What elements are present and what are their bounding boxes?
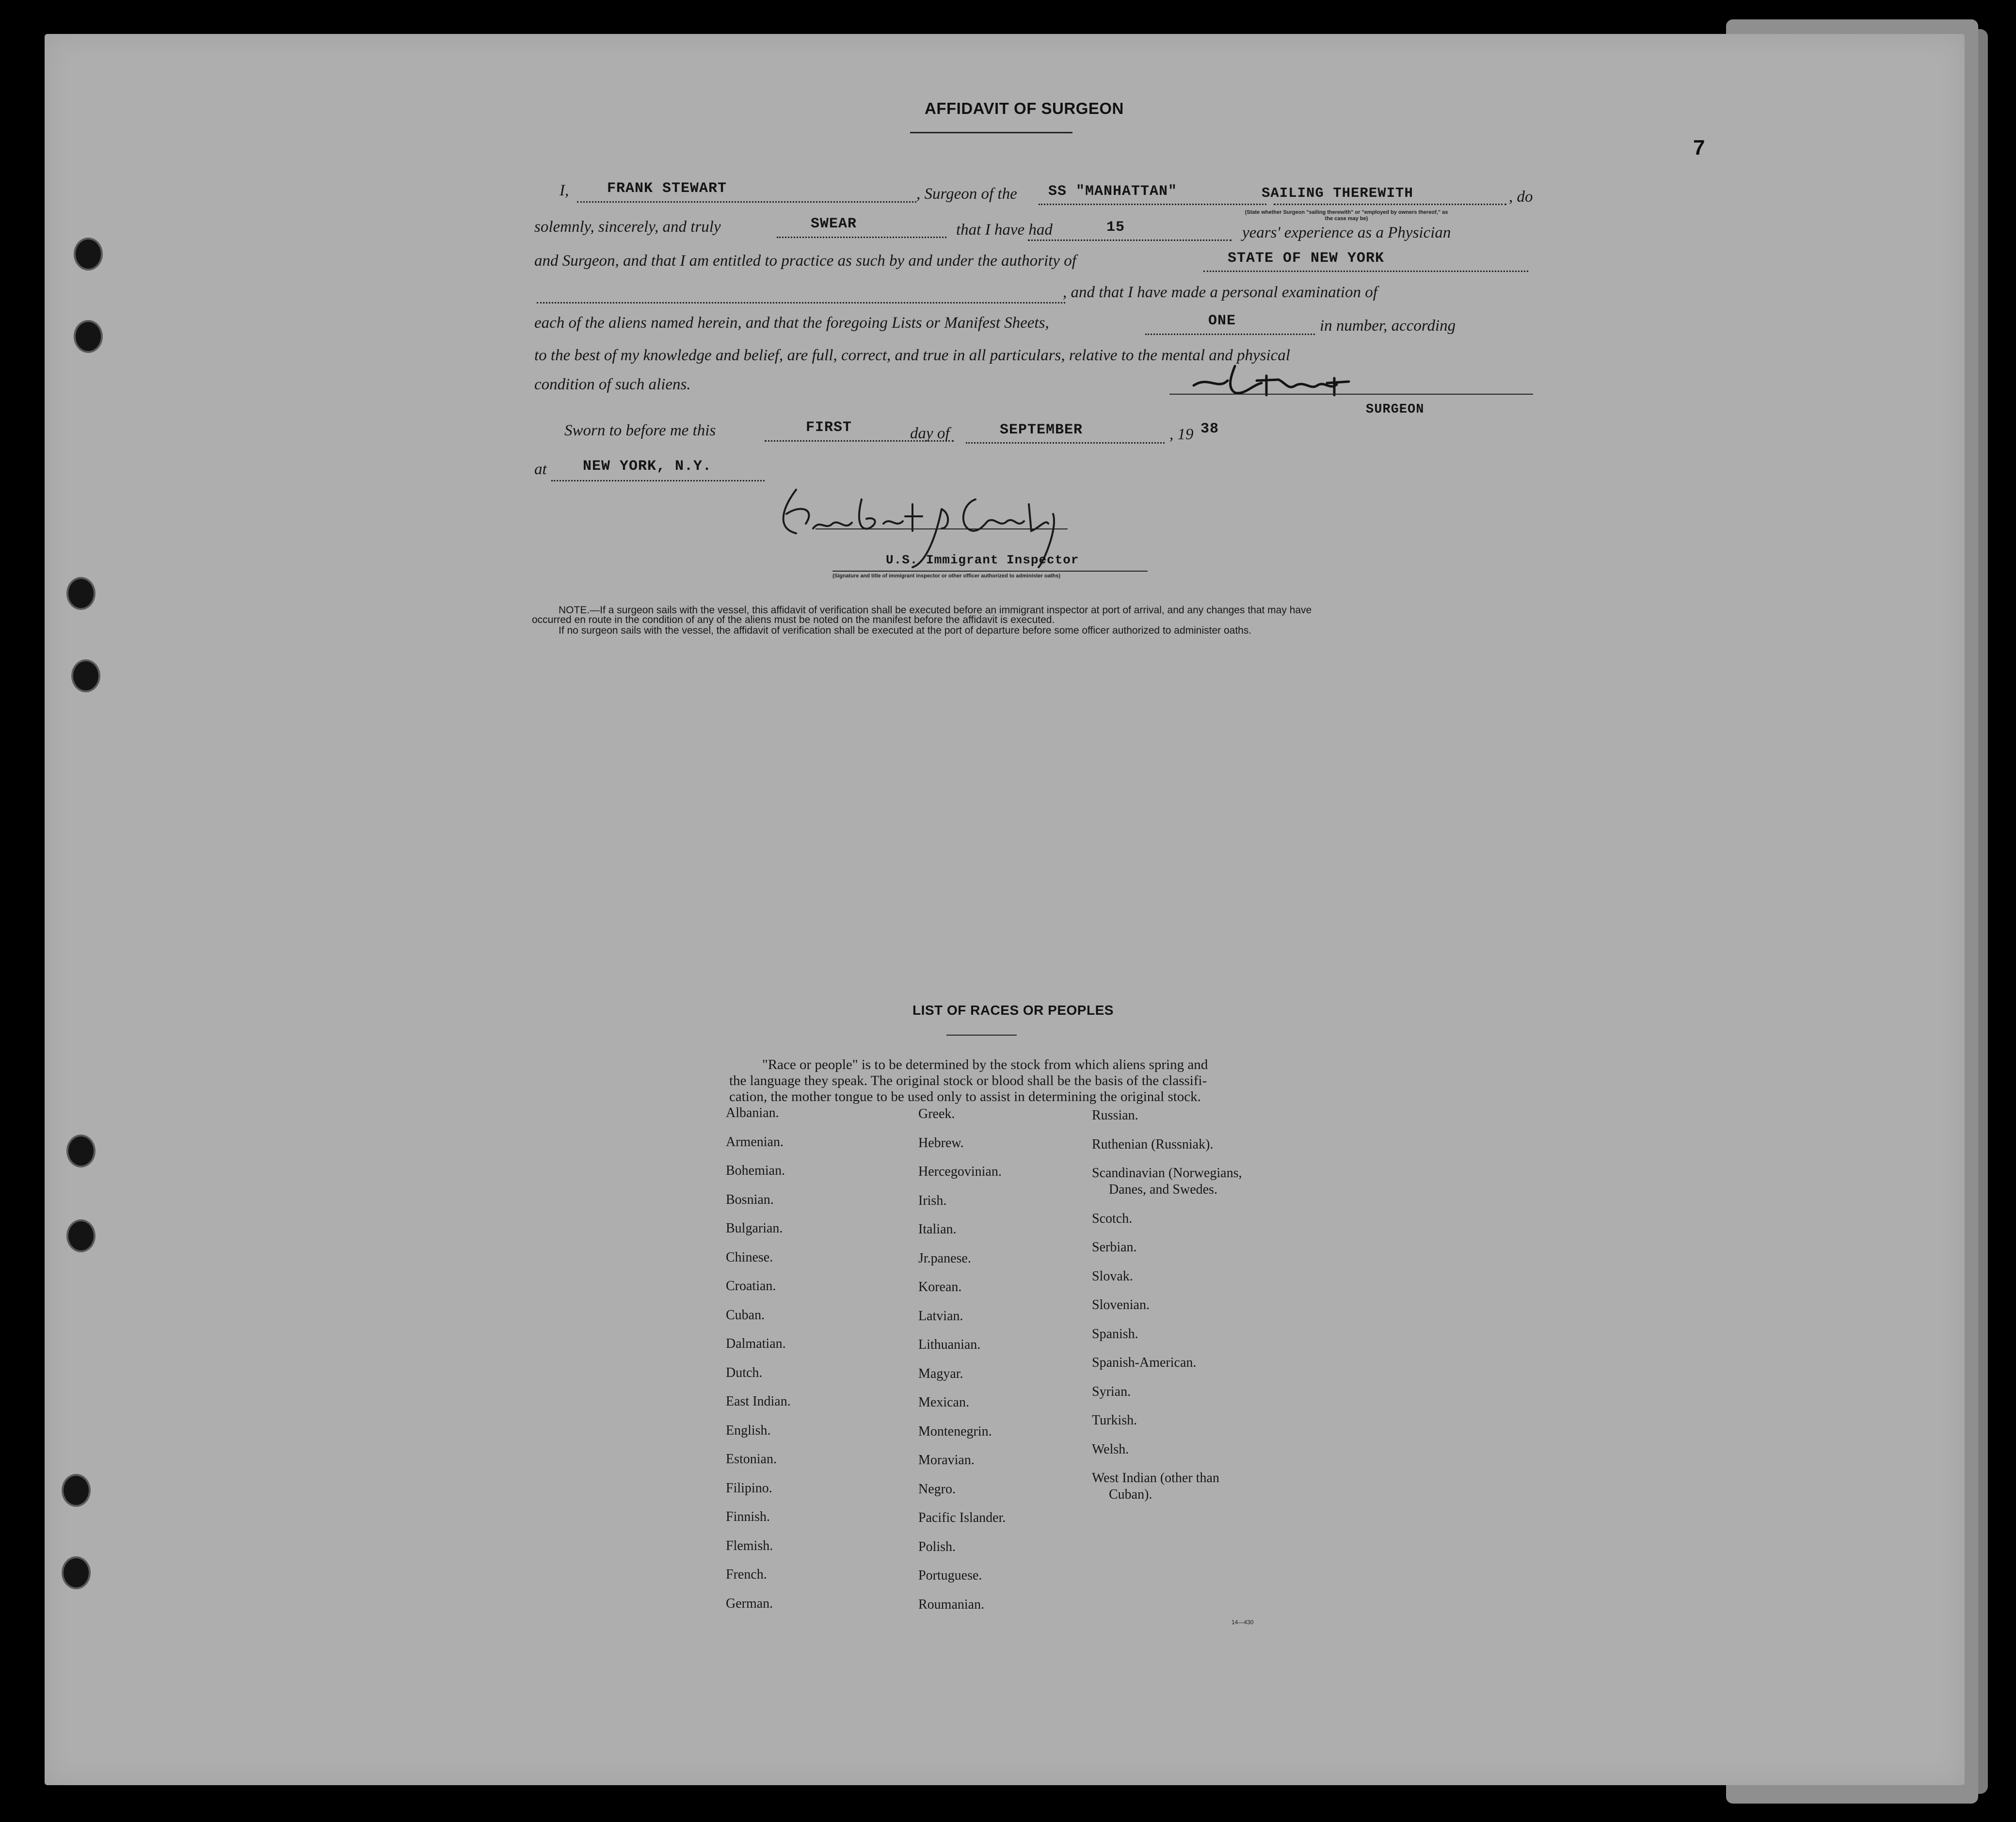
binder-hole: [66, 1219, 96, 1252]
race-item: West Indian (other than: [1092, 1470, 1219, 1486]
affidavit-text: at: [534, 461, 547, 478]
race-item: English.: [726, 1422, 771, 1438]
race-item: German.: [726, 1596, 773, 1611]
race-item: Spanish-American.: [1092, 1355, 1197, 1370]
race-item: Spanish.: [1092, 1326, 1138, 1342]
affidavit-text: , do: [1509, 188, 1533, 206]
manifest-page: [45, 34, 1965, 1785]
races-title-underline: [946, 1035, 1017, 1036]
race-item: Ruthenian (Russniak).: [1092, 1136, 1214, 1152]
sworn-place: NEW YORK, N.Y.: [583, 458, 712, 475]
note-line: If no surgeon sails with the vessel, the affidavit of verification shall be executed at the port of departure before some officer authorized to administer oaths.: [559, 625, 1252, 636]
inspector-signature-line: [816, 528, 1068, 529]
race-item: Armenian.: [726, 1134, 784, 1150]
sheet-count: ONE: [1208, 313, 1236, 329]
binder-hole: [66, 1135, 96, 1167]
race-item: Hercegovinian.: [918, 1164, 1002, 1179]
race-item: Estonian.: [726, 1452, 777, 1467]
note-line: NOTE.—If a surgeon sails with the vessel, this affidavit of verification shall be executed before an immigrant inspector at port of arrival, and any changes that may have: [559, 605, 1312, 616]
fill-line: [1203, 271, 1528, 272]
fill-line: [551, 480, 765, 481]
binder-hole: [66, 577, 96, 610]
affidavit-text: day of: [910, 425, 950, 442]
note-line: occurred en route in the condition of any of the aliens must be noted on the manifest before the affidavit is executed.: [532, 614, 1055, 625]
oath-word: SWEAR: [811, 216, 857, 232]
race-item: Bulgarian.: [726, 1221, 783, 1236]
races-title: LIST OF RACES OR PEOPLES: [912, 1003, 1114, 1018]
race-item: Slovenian.: [1092, 1297, 1150, 1312]
race-item: Syrian.: [1092, 1384, 1131, 1399]
affidavit-text: years' experience as a Physician: [1242, 224, 1451, 241]
affidavit-title: AFFIDAVIT OF SURGEON: [925, 99, 1124, 117]
fill-line: [1274, 204, 1506, 205]
race-item: Cuban).: [1109, 1487, 1152, 1502]
race-item: Turkish.: [1092, 1413, 1137, 1428]
race-item: Negro.: [918, 1481, 956, 1497]
fill-line: [777, 237, 946, 238]
vessel-name: SS "MANHATTAN": [1048, 183, 1178, 200]
affidavit-text: Sworn to before me this: [564, 422, 716, 439]
race-item: Portuguese.: [918, 1568, 982, 1583]
race-item: Slovak.: [1092, 1268, 1133, 1284]
race-item: Greek.: [918, 1106, 955, 1121]
race-item: Irish.: [918, 1193, 947, 1208]
affidavit-text: in number, according: [1320, 317, 1456, 335]
race-item: Jr.panese.: [918, 1250, 971, 1266]
fill-line: [537, 302, 1065, 304]
race-item: Scandinavian (Norwegians,: [1092, 1166, 1242, 1181]
races-intro-line: cation, the mother tongue to be used only to assist in determining the original stock.: [729, 1089, 1201, 1104]
fill-line: [577, 201, 916, 203]
race-item: Albanian.: [726, 1105, 779, 1120]
race-item: Italian.: [918, 1222, 957, 1237]
race-item: Mexican.: [918, 1395, 969, 1410]
binder-hole: [71, 659, 100, 692]
affidavit-text: I,: [560, 182, 569, 199]
race-item: Lithuanian.: [918, 1337, 981, 1352]
race-item: Flemish.: [726, 1538, 773, 1553]
affidavit-text: to the best of my knowledge and belief, are full, correct, and true in all particulars, relative to the mental and physical: [534, 347, 1290, 364]
sworn-year: 38: [1200, 421, 1219, 437]
race-item: Danes, and Swedes.: [1109, 1182, 1217, 1197]
binder-hole: [62, 1474, 91, 1507]
affidavit-text: , and that I have made a personal examination of: [1063, 284, 1377, 301]
surgeon-name: FRANK STEWART: [607, 180, 727, 197]
sworn-day: FIRST: [806, 419, 852, 436]
race-item: Magyar.: [918, 1366, 963, 1381]
race-item: Polish.: [918, 1539, 956, 1554]
race-item: Pacific Islander.: [918, 1510, 1006, 1525]
years-experience: 15: [1106, 219, 1125, 236]
form-number: 14—430: [1232, 1619, 1254, 1626]
race-item: Welsh.: [1092, 1441, 1129, 1457]
race-item: Chinese.: [726, 1249, 773, 1265]
race-item: Bosnian.: [726, 1192, 774, 1207]
inspector-title: U.S. Immigrant Inspector: [886, 553, 1079, 567]
page-number: 7: [1693, 136, 1705, 160]
inspector-caption: (Signature and title of immigrant inspector or other officer authorized to administer oaths): [832, 573, 1060, 579]
race-item: East Indian.: [726, 1394, 791, 1409]
title-underline: [910, 132, 1072, 133]
affidavit-text: each of the aliens named herein, and that the foregoing Lists or Manifest Sheets,: [534, 314, 1049, 332]
inspector-title-line: [832, 571, 1148, 572]
race-item: Serbian.: [1092, 1240, 1137, 1255]
affidavit-text: , Surgeon of the: [916, 185, 1017, 203]
surgeon-label: SURGEON: [1366, 402, 1424, 417]
affidavit-text: that I have had: [956, 221, 1053, 239]
sworn-month: SEPTEMBER: [1000, 422, 1083, 438]
race-item: French.: [726, 1567, 767, 1582]
affidavit-text: and Surgeon, and that I am entitled to practice as such by and under the authority of: [534, 252, 1076, 270]
race-item: Hebrew.: [918, 1135, 964, 1151]
fill-line: [1028, 240, 1232, 241]
race-item: Cuban.: [726, 1307, 765, 1323]
race-item: Bohemian.: [726, 1163, 785, 1178]
binder-hole: [62, 1556, 91, 1589]
race-item: Montenegrin.: [918, 1423, 992, 1439]
race-item: Moravian.: [918, 1453, 975, 1468]
race-item: Filipino.: [726, 1480, 772, 1496]
races-intro-line: the language they speak. The original stock or blood shall be the basis of the classifi-: [729, 1073, 1207, 1088]
licensing-authority: STATE OF NEW YORK: [1228, 250, 1385, 267]
race-item: Dutch.: [726, 1365, 763, 1380]
status-caption: (State whether Surgeon "sailing therewith" or "employed by owners thereof," as the case may be): [1245, 209, 1448, 222]
binder-hole: [74, 238, 103, 271]
surgeon-status: SAILING THEREWITH: [1262, 185, 1413, 201]
race-item: Russian.: [1092, 1108, 1138, 1123]
fill-line: [1039, 204, 1266, 205]
race-item: Latvian.: [918, 1308, 963, 1324]
binder-hole: [74, 320, 103, 353]
race-item: Roumanian.: [918, 1597, 985, 1612]
affidavit-text: solemnly, sincerely, and truly: [534, 218, 721, 236]
race-item: Finnish.: [726, 1509, 770, 1524]
race-item: Dalmatian.: [726, 1336, 786, 1351]
races-intro-line: "Race or people" is to be determined by the stock from which aliens spring and: [762, 1057, 1208, 1072]
race-item: Korean.: [918, 1279, 962, 1295]
affidavit-text: condition of such aliens.: [534, 376, 691, 393]
race-item: Scotch.: [1092, 1211, 1133, 1226]
fill-line: [966, 442, 1165, 444]
signature-line: [1169, 394, 1533, 395]
fill-line: [1145, 334, 1315, 335]
race-item: Croatian.: [726, 1279, 776, 1294]
affidavit-text: , 19: [1169, 426, 1194, 443]
surgeon-signature: [1189, 356, 1363, 402]
